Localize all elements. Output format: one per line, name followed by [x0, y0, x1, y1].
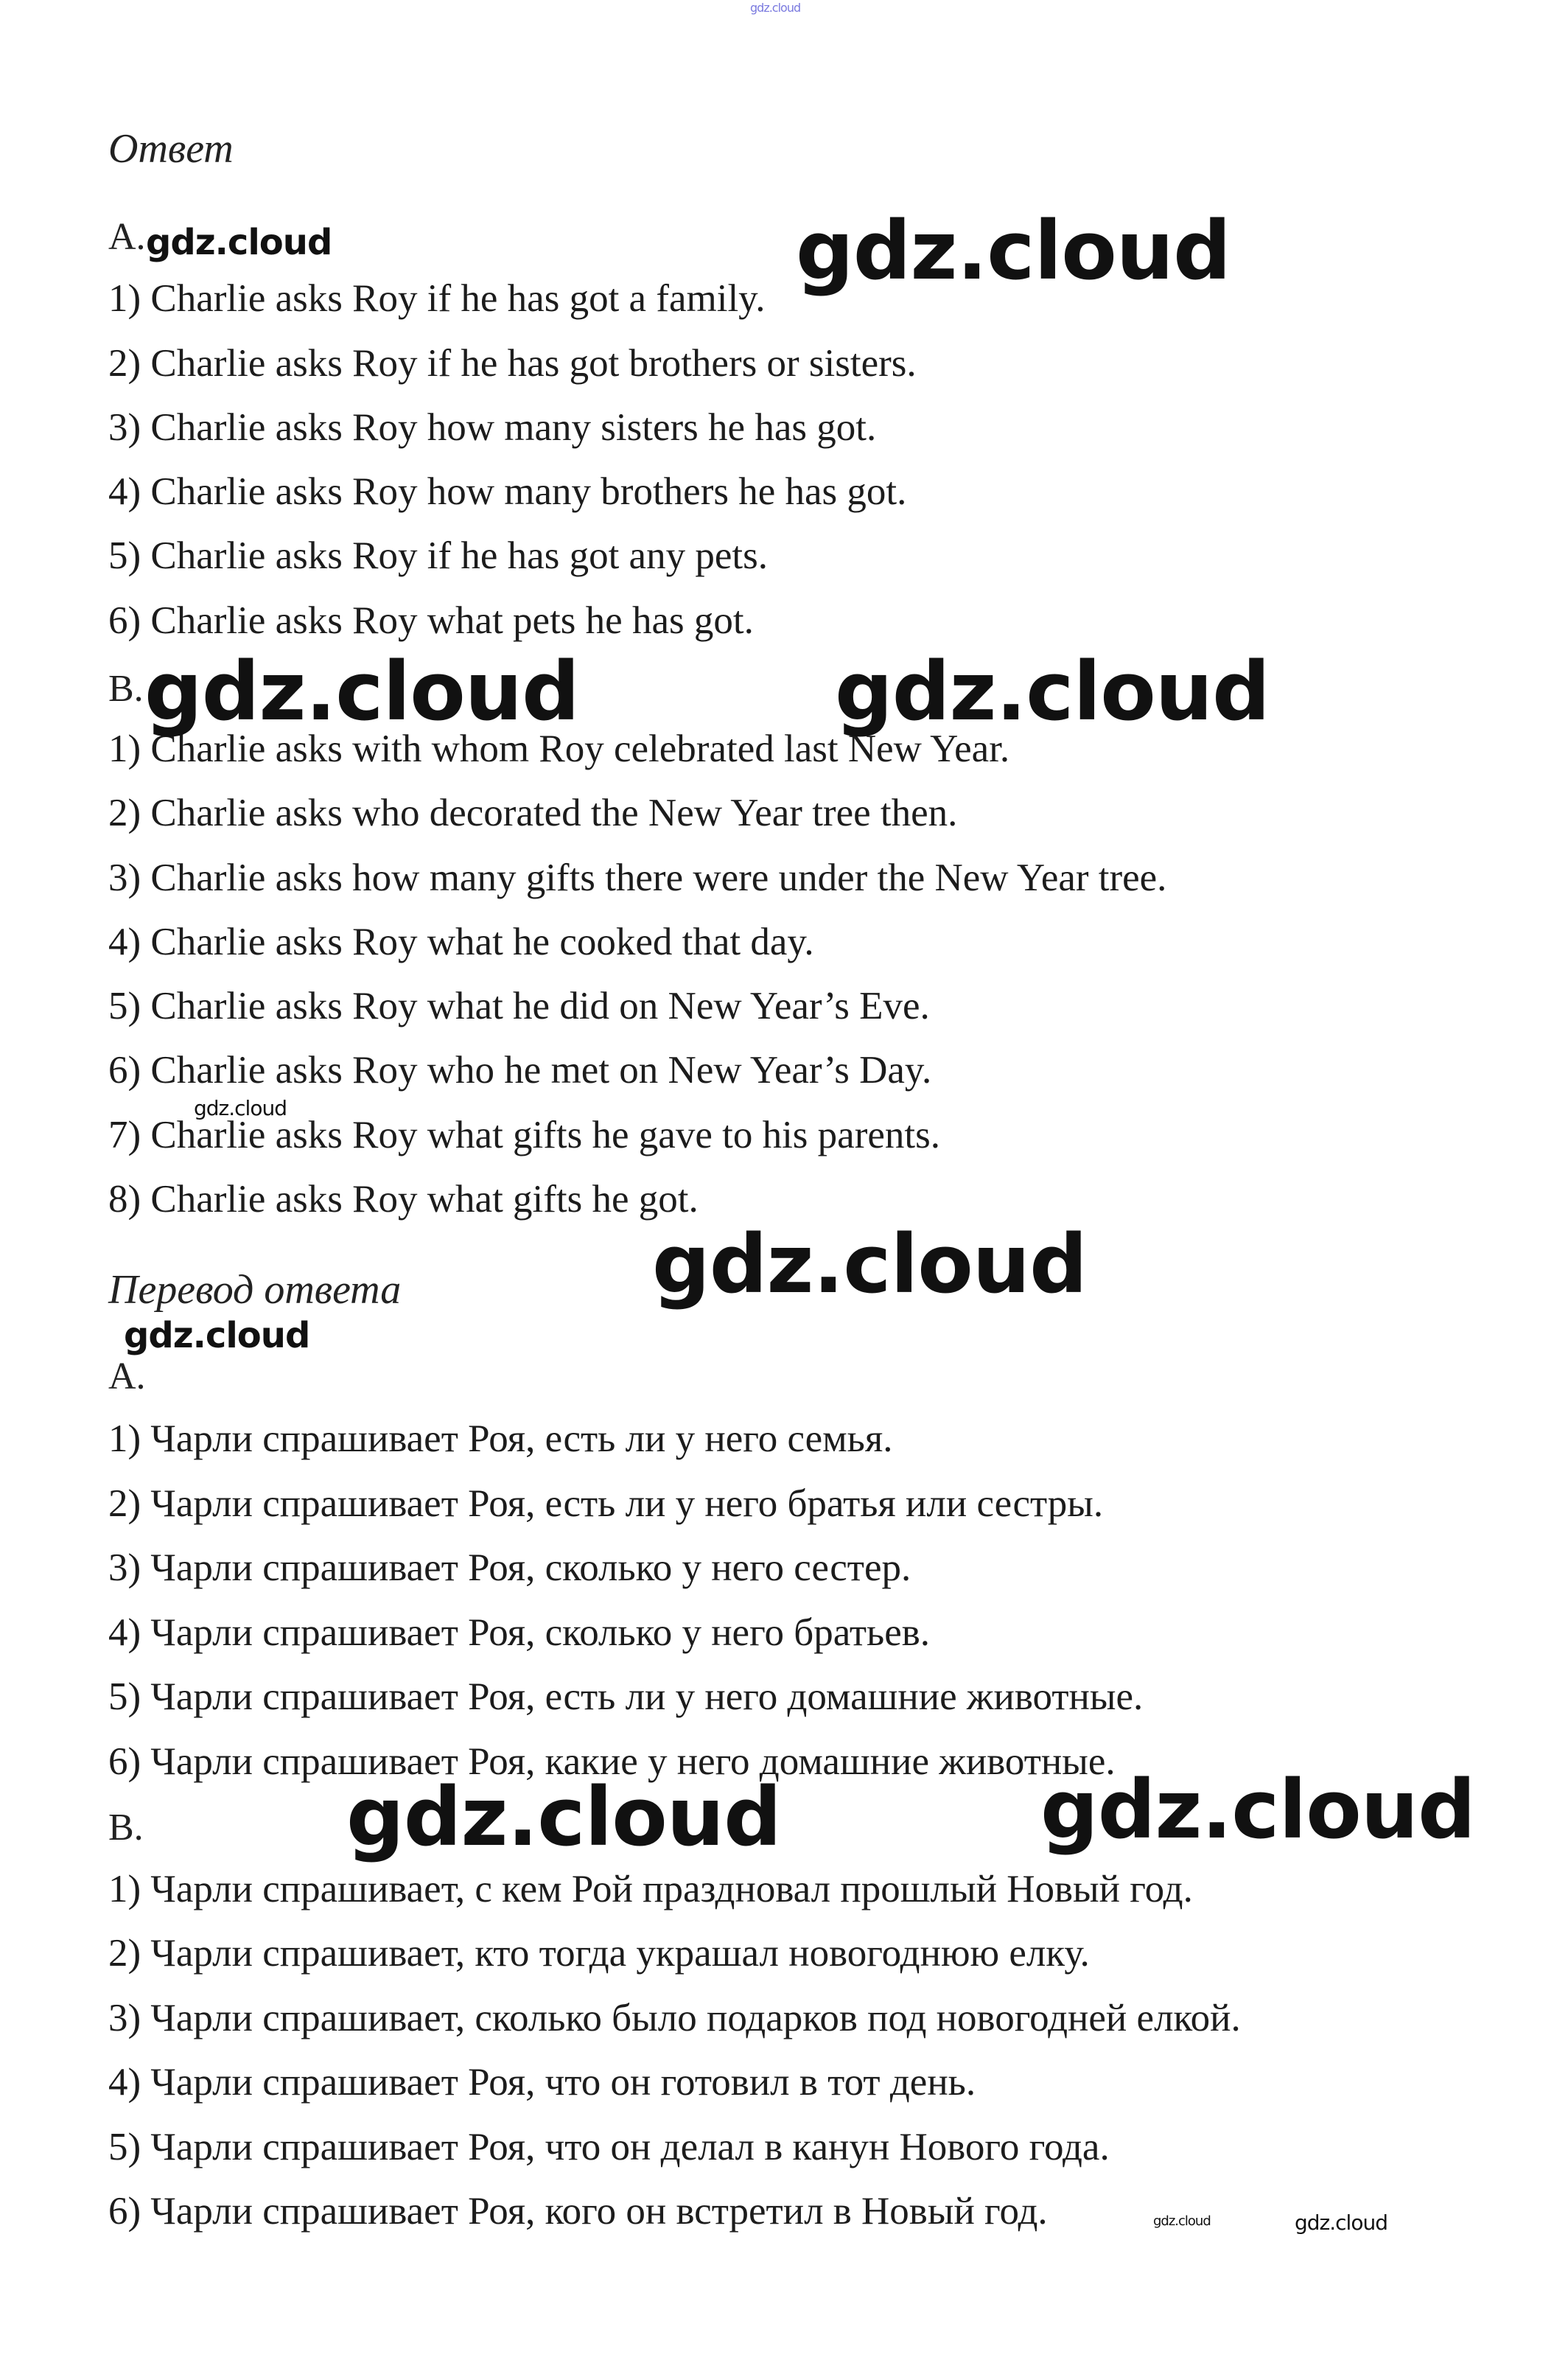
translation-b-item-4: 4) Чарли спрашивает Роя, что он готовил в тот день. [108, 2061, 976, 2104]
answer-section-a-label: A. [108, 216, 146, 258]
watermark: gdz.cloud [796, 203, 1231, 298]
translation-heading: Перевод ответа [108, 1267, 402, 1313]
answer-b-item-2: 2) Charlie asks who decorated the New Year tree then. [108, 792, 958, 834]
translation-b-item-3: 3) Чарли спрашивает, сколько было подарков под новогодней елкой. [108, 1997, 1241, 2039]
answer-b-item-7: 7) Charlie asks Roy what gifts he gave to his parents. [108, 1114, 940, 1156]
answer-heading: Ответ [108, 126, 234, 172]
translation-section-a-label: A. [108, 1355, 146, 1397]
translation-a-item-4: 4) Чарли спрашивает Роя, сколько у него братьев. [108, 1611, 930, 1654]
translation-a-item-2: 2) Чарли спрашивает Роя, есть ли у него братья или сестры. [108, 1482, 1104, 1525]
watermark: gdz.cloud [652, 1217, 1087, 1311]
watermark: gdz.cloud [1040, 1762, 1475, 1857]
answer-b-item-1: 1) Charlie asks with whom Roy celebrated last New Year. [108, 727, 1010, 770]
translation-b-item-5: 5) Чарли спрашивает Роя, что он делал в канун Нового года. [108, 2126, 1110, 2168]
translation-a-item-1: 1) Чарли спрашивает Роя, есть ли у него семья. [108, 1417, 893, 1460]
answer-a-item-5: 5) Charlie asks Roy if he has got any pets. [108, 534, 768, 577]
translation-b-item-1: 1) Чарли спрашивает, с кем Рой праздновал прошлый Новый год. [108, 1868, 1193, 1910]
translation-a-item-5: 5) Чарли спрашивает Роя, есть ли у него домашние животные. [108, 1675, 1144, 1718]
answer-b-item-6: 6) Charlie asks Roy who he met on New Year’s Day. [108, 1049, 932, 1092]
answer-a-item-6: 6) Charlie asks Roy what pets he has got. [108, 599, 754, 642]
answer-a-item-1: 1) Charlie asks Roy if he has got a family. [108, 277, 766, 320]
translation-a-item-6: 6) Чарли спрашивает Роя, какие у него домашние животные. [108, 1740, 1116, 1783]
watermark: gdz.cloud [124, 1315, 310, 1356]
watermark: gdz.cloud [835, 644, 1270, 739]
watermark: gdz.cloud [1295, 2210, 1387, 2235]
answer-section-b-label: B. [108, 668, 144, 710]
answer-b-item-3: 3) Charlie asks how many gifts there were under the New Year tree. [108, 856, 1167, 899]
translation-a-item-3: 3) Чарли спрашивает Роя, сколько у него сестер. [108, 1546, 911, 1589]
answer-a-item-3: 3) Charlie asks Roy how many sisters he has got. [108, 406, 877, 449]
answer-b-item-5: 5) Charlie asks Roy what he did on New Year’s Eve. [108, 985, 930, 1027]
watermark: gdz.cloud [144, 644, 579, 739]
translation-b-item-6: 6) Чарли спрашивает Роя, кого он встретил в Новый год. [108, 2190, 1048, 2233]
watermark: gdz.cloud [346, 1770, 781, 1864]
answer-a-item-2: 2) Charlie asks Roy if he has got brothers or sisters. [108, 342, 917, 385]
answer-a-item-4: 4) Charlie asks Roy how many brothers he has got. [108, 470, 907, 513]
watermark: gdz.cloud [194, 1096, 287, 1120]
watermark: gdz.cloud [750, 1, 801, 15]
watermark: gdz.cloud [146, 222, 332, 263]
translation-section-b-label: B. [108, 1807, 144, 1849]
answer-b-item-4: 4) Charlie asks Roy what he cooked that day. [108, 921, 814, 963]
answer-b-item-8: 8) Charlie asks Roy what gifts he got. [108, 1178, 699, 1221]
watermark: gdz.cloud [1153, 2213, 1211, 2229]
translation-b-item-2: 2) Чарли спрашивает, кто тогда украшал новогоднюю елку. [108, 1932, 1090, 1975]
